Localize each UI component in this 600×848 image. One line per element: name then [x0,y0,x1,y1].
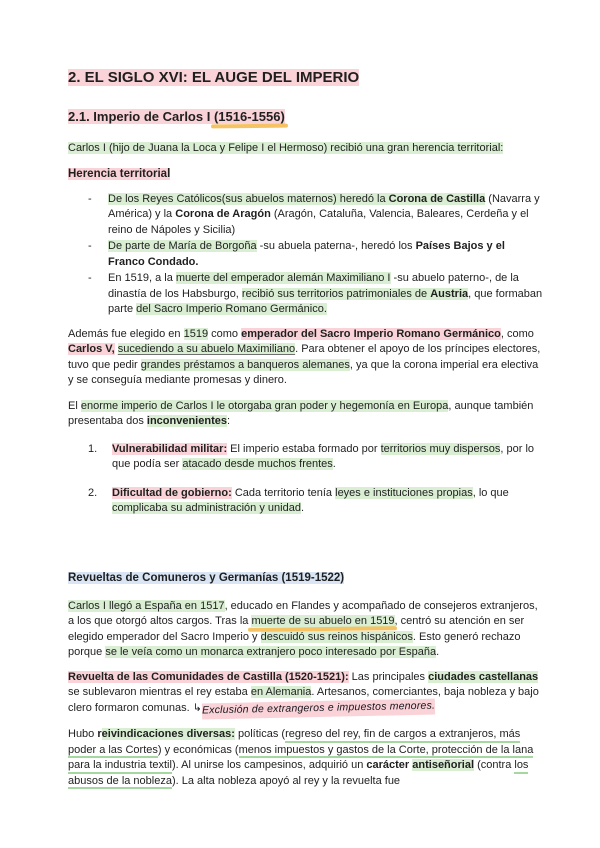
text-run: carácter [366,759,413,771]
list-item [108,239,544,270]
text-run: grandes préstamos a banqueros alemanes [140,358,350,371]
subheading-herencia-territorial [68,167,544,182]
text-run: antiseñorial [412,759,475,771]
text-run: Carlos I llegó a España en 1517 [68,599,225,612]
text-run: descuidó sus reinos hispánicos [260,630,413,643]
paragraph-reivindicaciones [68,727,544,789]
text-run: (Navarra y América) y la [108,192,540,220]
text-run: emperador del Sacro Imperio Romano Germánico [241,327,501,340]
territory-list [68,192,544,318]
section-heading-imperio-carlos [68,108,544,126]
text-run: Además fue elegido en [68,327,184,340]
text-run: De parte de María de Borgoña [108,240,257,252]
text-run: , como [500,327,534,340]
text-run: El [68,399,81,412]
text-run: los abusos de la nobleza [68,759,528,789]
text-run: regreso del rey, fin de cargos a extranjeros, más poder a las Cortes [68,728,520,758]
text-run: Revueltas de Comuneros y Germanías (1519-1522) [68,571,345,584]
text-run: , aunque también presentaba dos [68,399,534,427]
text-run: muerte de su abuelo en 1519 [251,615,395,627]
text-run: En 1519, a la [108,272,176,284]
handwritten-annotation: ↳ [192,701,202,714]
text-run: . Para obtener el apoyo de los príncipes electores, tuvo que pedir [68,343,541,371]
text-run: 2. EL SIGLO XVI: EL AUGE DEL IMPERIO [68,69,360,86]
text-run: . Esto generó rechazo porque [68,630,521,658]
text-run: territorios muy dispersos [380,442,501,455]
text-run: Países Bajos y el Franco Condado. [108,240,505,268]
intro-paragraph [68,141,544,157]
text-run: enorme imperio de Carlos I le otorgaba gran poder y hegemonía en Europa [80,399,449,412]
text-run: (Aragón, Cataluña, Valencia, Baleares, Cerdeña y el reino de Nápoles y Sicilia) [108,208,529,236]
text-run: , ya que la corona imperial era electiva y se conseguía mediante promesas y dinero. [68,358,539,386]
text-run: ). La alta nobleza apoyó al rey y la revuelta fue [171,774,401,787]
text-run: eivindicaciones diversas: [101,728,235,740]
text-run: Revuelta de las Comunidades de Castilla (1520-1521): [68,670,349,683]
issues-list [68,442,544,517]
text-run: políticas ( [234,728,286,740]
text-run: (contra [474,759,515,771]
text-run: -su abuela paterna-, heredó los [256,240,416,252]
text-run: Cada territorio tenía [231,486,336,499]
text-run: Carlos V, [68,343,115,355]
text-run: ). Al unirse los campesinos, adquirió un [171,759,367,771]
text-run: . Artesanos, comerciantes, baja nobleza y bajo clero formaron comunas. [68,686,539,714]
text-run: en Alemania [250,686,312,698]
text-run: Carlos I (hijo de Juana la Loca y Felipe I el Hermoso) recibió una gran herencia territorial: [68,142,504,154]
text-run: del Sacro Imperio Romano Germánico. [136,303,327,315]
text-run: , por lo que podía ser [112,442,535,470]
text-run: . [332,458,336,470]
text-run: como [208,327,242,340]
text-run: . [300,502,304,514]
list-item [112,442,544,473]
text-run: , lo que [472,486,509,499]
text-run: se le veía como un monarca extranjero poco interesado por España [105,646,437,658]
text-run: (1516-1556) [213,109,285,124]
text-run: sucediendo a su abuelo Maximiliano [117,343,296,355]
text-run: Hubo [68,728,98,740]
text-run: 1519 [183,327,209,340]
list-item [108,192,544,239]
text-run: , educado en Flandes y acompañado de consejeros extranjeros, a los que otorgó altos cargos. Tras la [68,599,538,627]
text-run: , que formaban parte [108,287,543,315]
text-run: inconvenientes [146,415,227,427]
text-run: atacado desde muchos frentes [182,458,333,470]
text-run: Austria [430,287,469,300]
text-run: Dificultad de gobierno: [112,486,232,499]
text-run: -su abuelo paterno-, de la dinastía de los Habsburgo, [108,272,519,300]
paragraph-emperor-election [68,327,544,389]
text-run: Corona de Castilla [388,192,486,205]
text-run: , centró su atención en ser elegido emperador del Sacro Imperio y [68,615,525,643]
text-run: Herencia territorial [68,167,171,180]
list-item [112,486,544,517]
paragraph-comunidades [68,670,544,717]
text-run: De los Reyes Católicos(sus abuelos maternos) heredó la [108,192,389,205]
text-run: Las principales [348,670,429,683]
handwritten-annotation: Exclusión de extrangeros e impuestos menores. [202,698,435,718]
text-run: complicaba su administración y unidad [112,502,301,514]
text-run: Corona de Aragón [175,208,271,220]
text-run: muerte del emperador alemán Maximiliano I [175,272,391,284]
paragraph-carlos-arrival [68,599,544,661]
text-run: 2.1. Imperio de Carlos I [68,109,214,124]
text-run: El imperio estaba formado por [227,442,381,455]
text-run: : [226,415,231,427]
text-run: se sublevaron mientras el rey estaba [68,686,251,698]
text-run: ciudades castellanas [428,670,539,683]
text-run: leyes e instituciones propias [335,486,473,499]
page-title [68,68,544,88]
text-run: . [436,646,440,658]
text-run: r [97,728,102,740]
paragraph-empire-issues-intro [68,399,544,430]
list-item [108,271,544,318]
text-run: ) y económicas ( [157,743,239,756]
heading-revueltas [68,571,544,586]
text-run: Vulnerabilidad militar: [112,442,228,455]
text-run: recibió sus territorios patrimoniales de [241,287,431,300]
text-run: menos impuestos y gastos de la Corte, protección de la lana para la industria textil [68,744,533,774]
